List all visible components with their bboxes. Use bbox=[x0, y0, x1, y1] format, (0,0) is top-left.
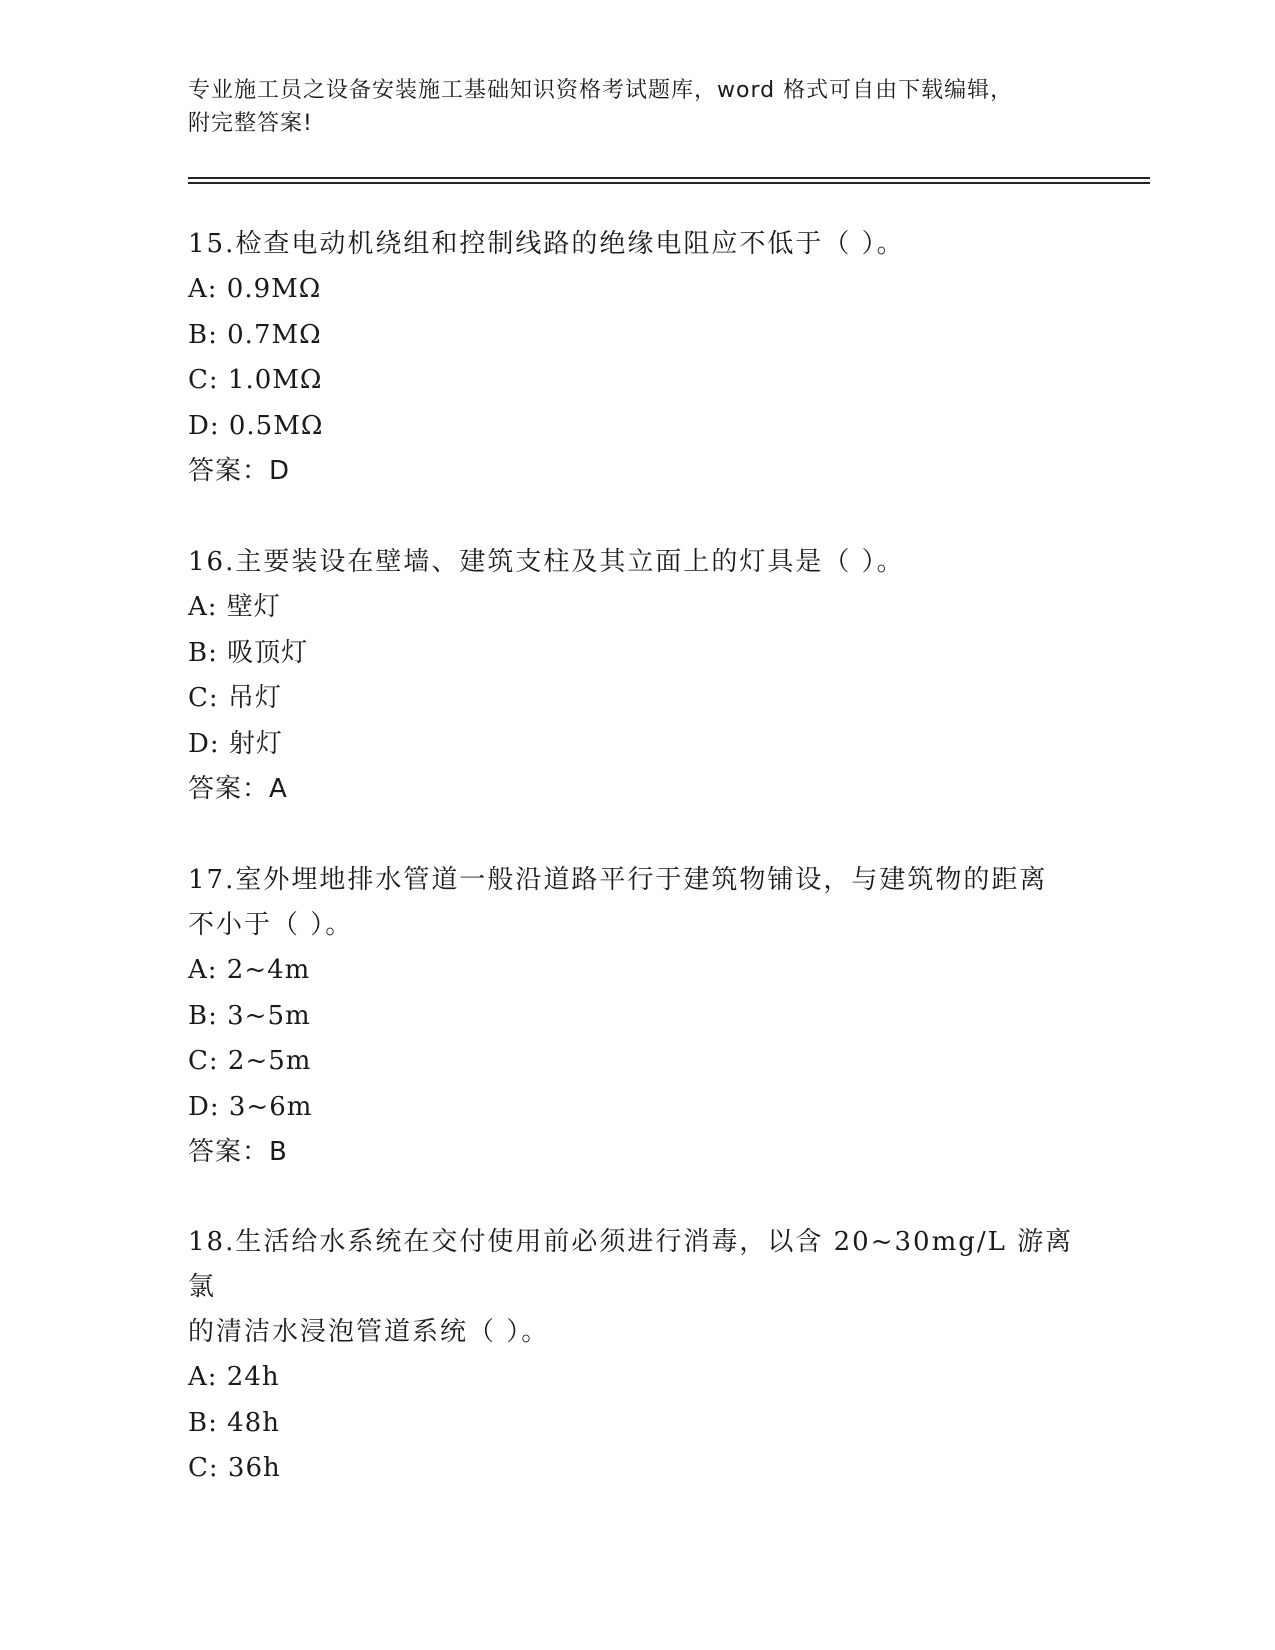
header-line-2: 附完整答案! bbox=[188, 111, 313, 136]
question-18 bbox=[188, 1220, 1088, 1492]
answer-line: 答案：D bbox=[188, 456, 291, 486]
option-d: D: 射灯 bbox=[188, 728, 283, 759]
option-a: A: 24h bbox=[188, 1362, 280, 1392]
option-b: B: 0.7MΩ bbox=[188, 319, 322, 350]
option-b: B: 48h bbox=[188, 1407, 280, 1438]
question-stem-line-2: 不小于（ ）。 bbox=[188, 910, 354, 940]
option-c: C: 36h bbox=[188, 1453, 281, 1483]
option-a: A: 壁灯 bbox=[188, 592, 281, 622]
question-stem-line-2: 的清洁水浸泡管道系统（ ）。 bbox=[188, 1317, 550, 1347]
document-header bbox=[188, 74, 1088, 140]
option-c: C: 1.0MΩ bbox=[188, 365, 323, 395]
option-d: D: 0.5MΩ bbox=[188, 410, 324, 441]
option-b: B: 吸顶灯 bbox=[188, 637, 309, 668]
header-divider-top bbox=[188, 177, 1150, 179]
question-stem: 15.检查电动机绕组和控制线路的绝缘电阻应不低于（ ）。 bbox=[188, 229, 905, 259]
question-16 bbox=[188, 540, 1088, 812]
header-divider-bottom bbox=[188, 182, 1150, 184]
question-stem: 16.主要装设在壁墙、建筑支柱及其立面上的灯具是（ ）。 bbox=[188, 547, 905, 577]
header-line-1: 专业施工员之设备安装施工基础知识资格考试题库，word 格式可自由下载编辑， bbox=[188, 78, 1014, 103]
option-b: B: 3~5m bbox=[188, 1000, 311, 1031]
option-c: C: 吊灯 bbox=[188, 683, 282, 713]
option-d: D: 3~6m bbox=[188, 1091, 313, 1122]
answer-line: 答案：B bbox=[188, 1137, 288, 1167]
option-a: A: 0.9MΩ bbox=[188, 274, 322, 304]
answer-line: 答案：A bbox=[188, 774, 288, 804]
option-c: C: 2~5m bbox=[188, 1046, 312, 1076]
question-17 bbox=[188, 858, 1088, 1175]
question-15 bbox=[188, 222, 1088, 494]
question-stem-line-1: 17.室外埋地排水管道一般沿道路平行于建筑物铺设，与建筑物的距离 bbox=[188, 865, 1048, 895]
question-stem-line-1: 18.生活给水系统在交付使用前必须进行消毒，以含 20~30mg/L 游离氯 bbox=[188, 1227, 1074, 1302]
option-a: A: 2~4m bbox=[188, 955, 311, 985]
